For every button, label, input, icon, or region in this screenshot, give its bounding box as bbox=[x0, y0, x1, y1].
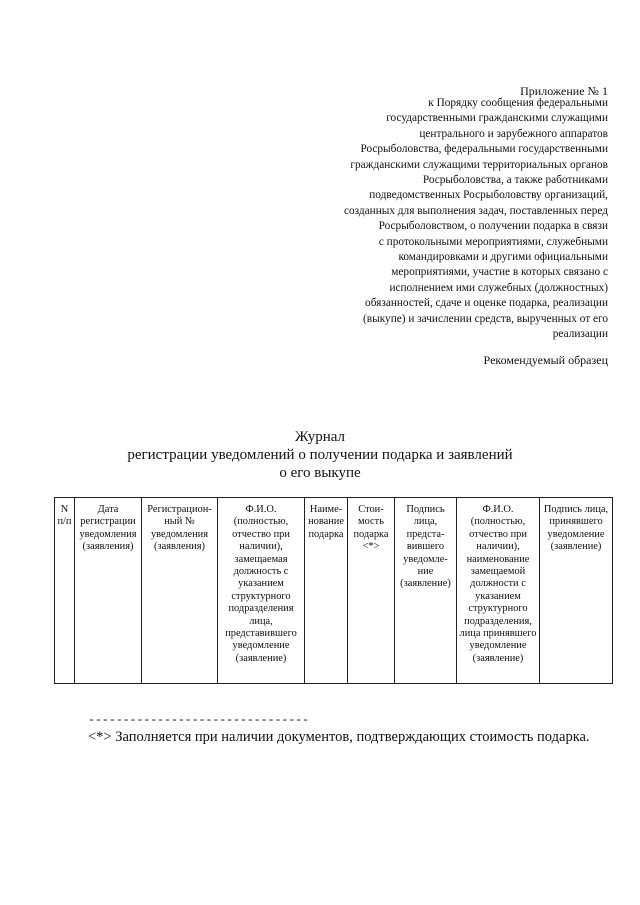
order-line: с протокольными мероприятиями, служебными bbox=[378, 235, 608, 248]
order-line: (выкупе) и зачислении средств, вырученных от его bbox=[363, 312, 608, 325]
column-header-gift-name: Наиме-нование подарка bbox=[305, 498, 348, 684]
footnote-text: <*> Заполняется при наличии документов, подтверждающих стоимость подарка. bbox=[88, 729, 590, 745]
journal-title-line: Журнал bbox=[294, 429, 345, 445]
order-line: Росрыболовством, о получении подарка в связи bbox=[378, 220, 608, 233]
order-line: обязанностей, сдаче и оценке подарка, реализации bbox=[365, 297, 608, 310]
order-line: исполнением ими служебных (должностных) bbox=[389, 281, 608, 294]
journal-table bbox=[54, 497, 613, 684]
column-header-gift-value: Стои-мость подарка <*> bbox=[348, 498, 395, 684]
order-reference-text bbox=[308, 96, 608, 343]
order-line: командировками и другими официальными bbox=[398, 251, 608, 264]
order-line: центрального и зарубежного аппаратов bbox=[419, 127, 608, 140]
order-line: Росрыболовства, а также работниками bbox=[422, 174, 608, 187]
order-line: созданных для выполнения задач, поставленных перед bbox=[343, 204, 608, 217]
column-header-registration-number: Регистрацион-ный № уведомления (заявления) bbox=[142, 498, 218, 684]
column-header-registration-date: Дата регистрации уведомления (заявления) bbox=[75, 498, 142, 684]
journal-title-line: о его выкупе bbox=[279, 465, 361, 481]
order-line: подведомственных Росрыболовству организаций, bbox=[369, 189, 608, 202]
column-header-submitter-name: Ф.И.О. (полностью, отчество при наличии), замещаемая должность с указанием структурного подразделения лица, представившего уведомление (заявление) bbox=[218, 498, 305, 684]
journal-title bbox=[0, 428, 640, 482]
column-header-submitter-signature: Подпись лица, предста-вившего уведомле-ние (заявление) bbox=[395, 498, 457, 684]
order-line: мероприятиями, участие в которых связано с bbox=[391, 266, 608, 279]
order-line: к Порядку сообщения федеральными bbox=[428, 97, 608, 109]
column-header-receiver-signature: Подпись лица, принявшего уведомление (заявление) bbox=[540, 498, 613, 684]
appendix-title: Приложение № 1 bbox=[520, 84, 608, 98]
footnote-separator: -------------------------------- bbox=[88, 713, 309, 727]
sample-label: Рекомендуемый образец bbox=[483, 353, 608, 367]
order-line: государственными гражданскими служащими bbox=[386, 112, 608, 125]
order-line: Росрыболовства, федеральными государственными bbox=[360, 143, 608, 156]
column-header-number: N п/п bbox=[55, 498, 75, 684]
order-line: гражданскими служащими территориальных органов bbox=[350, 158, 608, 171]
journal-title-line: регистрации уведомлений о получении подарка и заявлений bbox=[127, 447, 513, 463]
column-header-receiver-name: Ф.И.О. (полностью, отчество при наличии), наименование замещаемой должности с указанием структурного подразделения, лица принявшего уведомление (заявление) bbox=[457, 498, 540, 684]
order-line: реализации bbox=[552, 328, 608, 341]
table-header-row bbox=[55, 498, 613, 684]
